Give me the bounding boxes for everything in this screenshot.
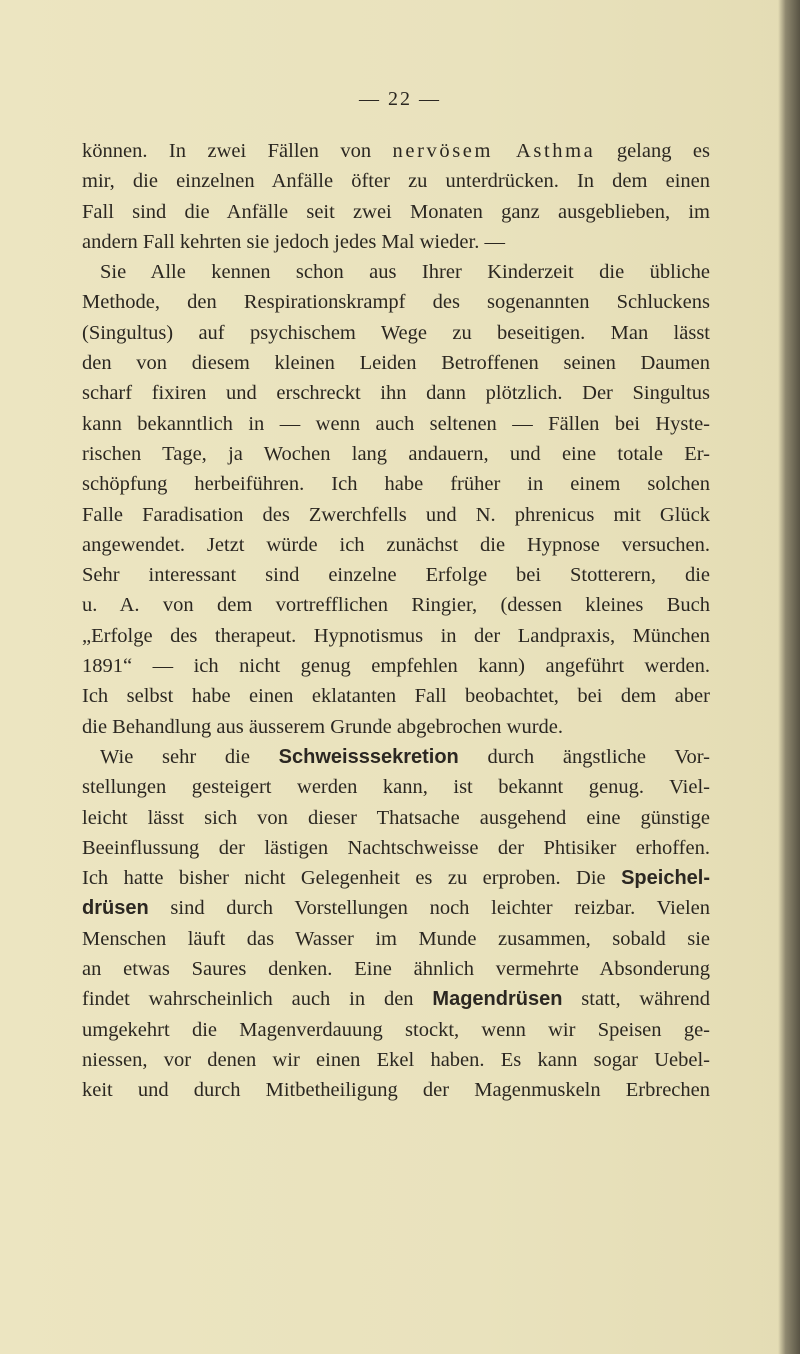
text-line: können. In zwei Fällen von nervösem Asthma gelang es bbox=[82, 140, 710, 162]
text-line: kann bekanntlich in — wenn auch seltenen — Fällen bei Hyste- bbox=[82, 412, 710, 435]
text-line: stellungen gesteigert werden kann, ist bekannt genug. Viel- bbox=[82, 776, 710, 799]
text-line: Sie Alle kennen schon aus Ihrer Kinderzeit die übliche bbox=[100, 261, 710, 284]
text-line: Menschen läuft das Wasser im Munde zusammen, sobald sie bbox=[82, 927, 710, 950]
text-line: 1891“ — ich nicht genug empfehlen kann) angeführt werden. bbox=[82, 655, 710, 678]
text-line: (Singultus) auf psychischem Wege zu beseitigen. Man lässt bbox=[82, 321, 710, 344]
text-line: schöpfung herbeiführen. Ich habe früher in einem solchen bbox=[82, 473, 710, 496]
text-line: Ich selbst habe einen eklatanten Fall beobachtet, bei dem aber bbox=[82, 685, 710, 708]
text-line: die Behandlung aus äusserem Grunde abgebrochen wurde. bbox=[82, 715, 564, 738]
body-text bbox=[82, 136, 710, 1106]
page-edge-shadow bbox=[778, 0, 800, 1354]
text-line: den von diesem kleinen Leiden Betroffenen seinen Daumen bbox=[82, 352, 710, 375]
bold-term: Speichel- bbox=[621, 867, 710, 890]
text-line: umgekehrt die Magenverdauung stockt, wenn wir Speisen ge- bbox=[82, 1018, 710, 1041]
text-line: angewendet. Jetzt würde ich zunächst die Hypnose versuchen. bbox=[82, 533, 710, 556]
spaced-emphasis: nervösem Asthma bbox=[392, 140, 596, 162]
text-line: drüsen sind durch Vorstellungen noch leichter reizbar. Vielen bbox=[82, 897, 710, 920]
text-line: Methode, den Respirationskrampf des sogenannten Schluckens bbox=[82, 291, 710, 314]
text-line: „Erfolge des therapeut. Hypnotismus in der Landpraxis, München bbox=[82, 624, 710, 647]
text-line: Sehr interessant sind einzelne Erfolge bei Stotterern, die bbox=[82, 564, 710, 587]
text-line: findet wahrscheinlich auch in den Magendrüsen statt, während bbox=[82, 988, 711, 1011]
text-line: Beeinflussung der lästigen Nachtschweisse der Phtisiker erhoffen. bbox=[82, 836, 710, 859]
text-line: leicht lässt sich von dieser Thatsache ausgehend eine günstige bbox=[82, 806, 710, 829]
bold-term: Schweisssekretion bbox=[278, 745, 459, 768]
text-line: scharf fixiren und erschreckt ihn dann plötzlich. Der Singultus bbox=[82, 382, 710, 405]
bold-term: Magendrüsen bbox=[432, 988, 563, 1011]
text-line: niessen, vor denen wir einen Ekel haben. Es kann sogar Uebel- bbox=[82, 1048, 710, 1071]
text-line: andern Fall kehrten sie jedoch jedes Mal wieder. — bbox=[82, 230, 505, 253]
text-line: mir, die einzelnen Anfälle öfter zu unterdrücken. In dem einen bbox=[82, 170, 710, 193]
text-line: Falle Faradisation des Zwerchfells und N. phrenicus mit Glück bbox=[82, 503, 710, 526]
page-number: — 22 — bbox=[359, 88, 441, 110]
text-line: Ich hatte bisher nicht Gelegenheit es zu erproben. Die Speichel- bbox=[82, 867, 710, 890]
text-line: Fall sind die Anfälle seit zwei Monaten ganz ausgeblieben, im bbox=[82, 200, 710, 223]
text-line: keit und durch Mitbetheiligung der Magenmuskeln Erbrechen bbox=[82, 1079, 710, 1102]
bold-term: drüsen bbox=[82, 897, 149, 920]
text-line: an etwas Saures denken. Eine ähnlich vermehrte Absonderung bbox=[82, 958, 710, 981]
text-line: rischen Tage, ja Wochen lang andauern, und eine totale Er- bbox=[82, 442, 710, 465]
text-line: Wie sehr die Schweisssekretion durch ängstliche Vor- bbox=[100, 745, 710, 768]
text-line: u. A. von dem vortrefflichen Ringier, (dessen kleines Buch bbox=[82, 594, 710, 617]
